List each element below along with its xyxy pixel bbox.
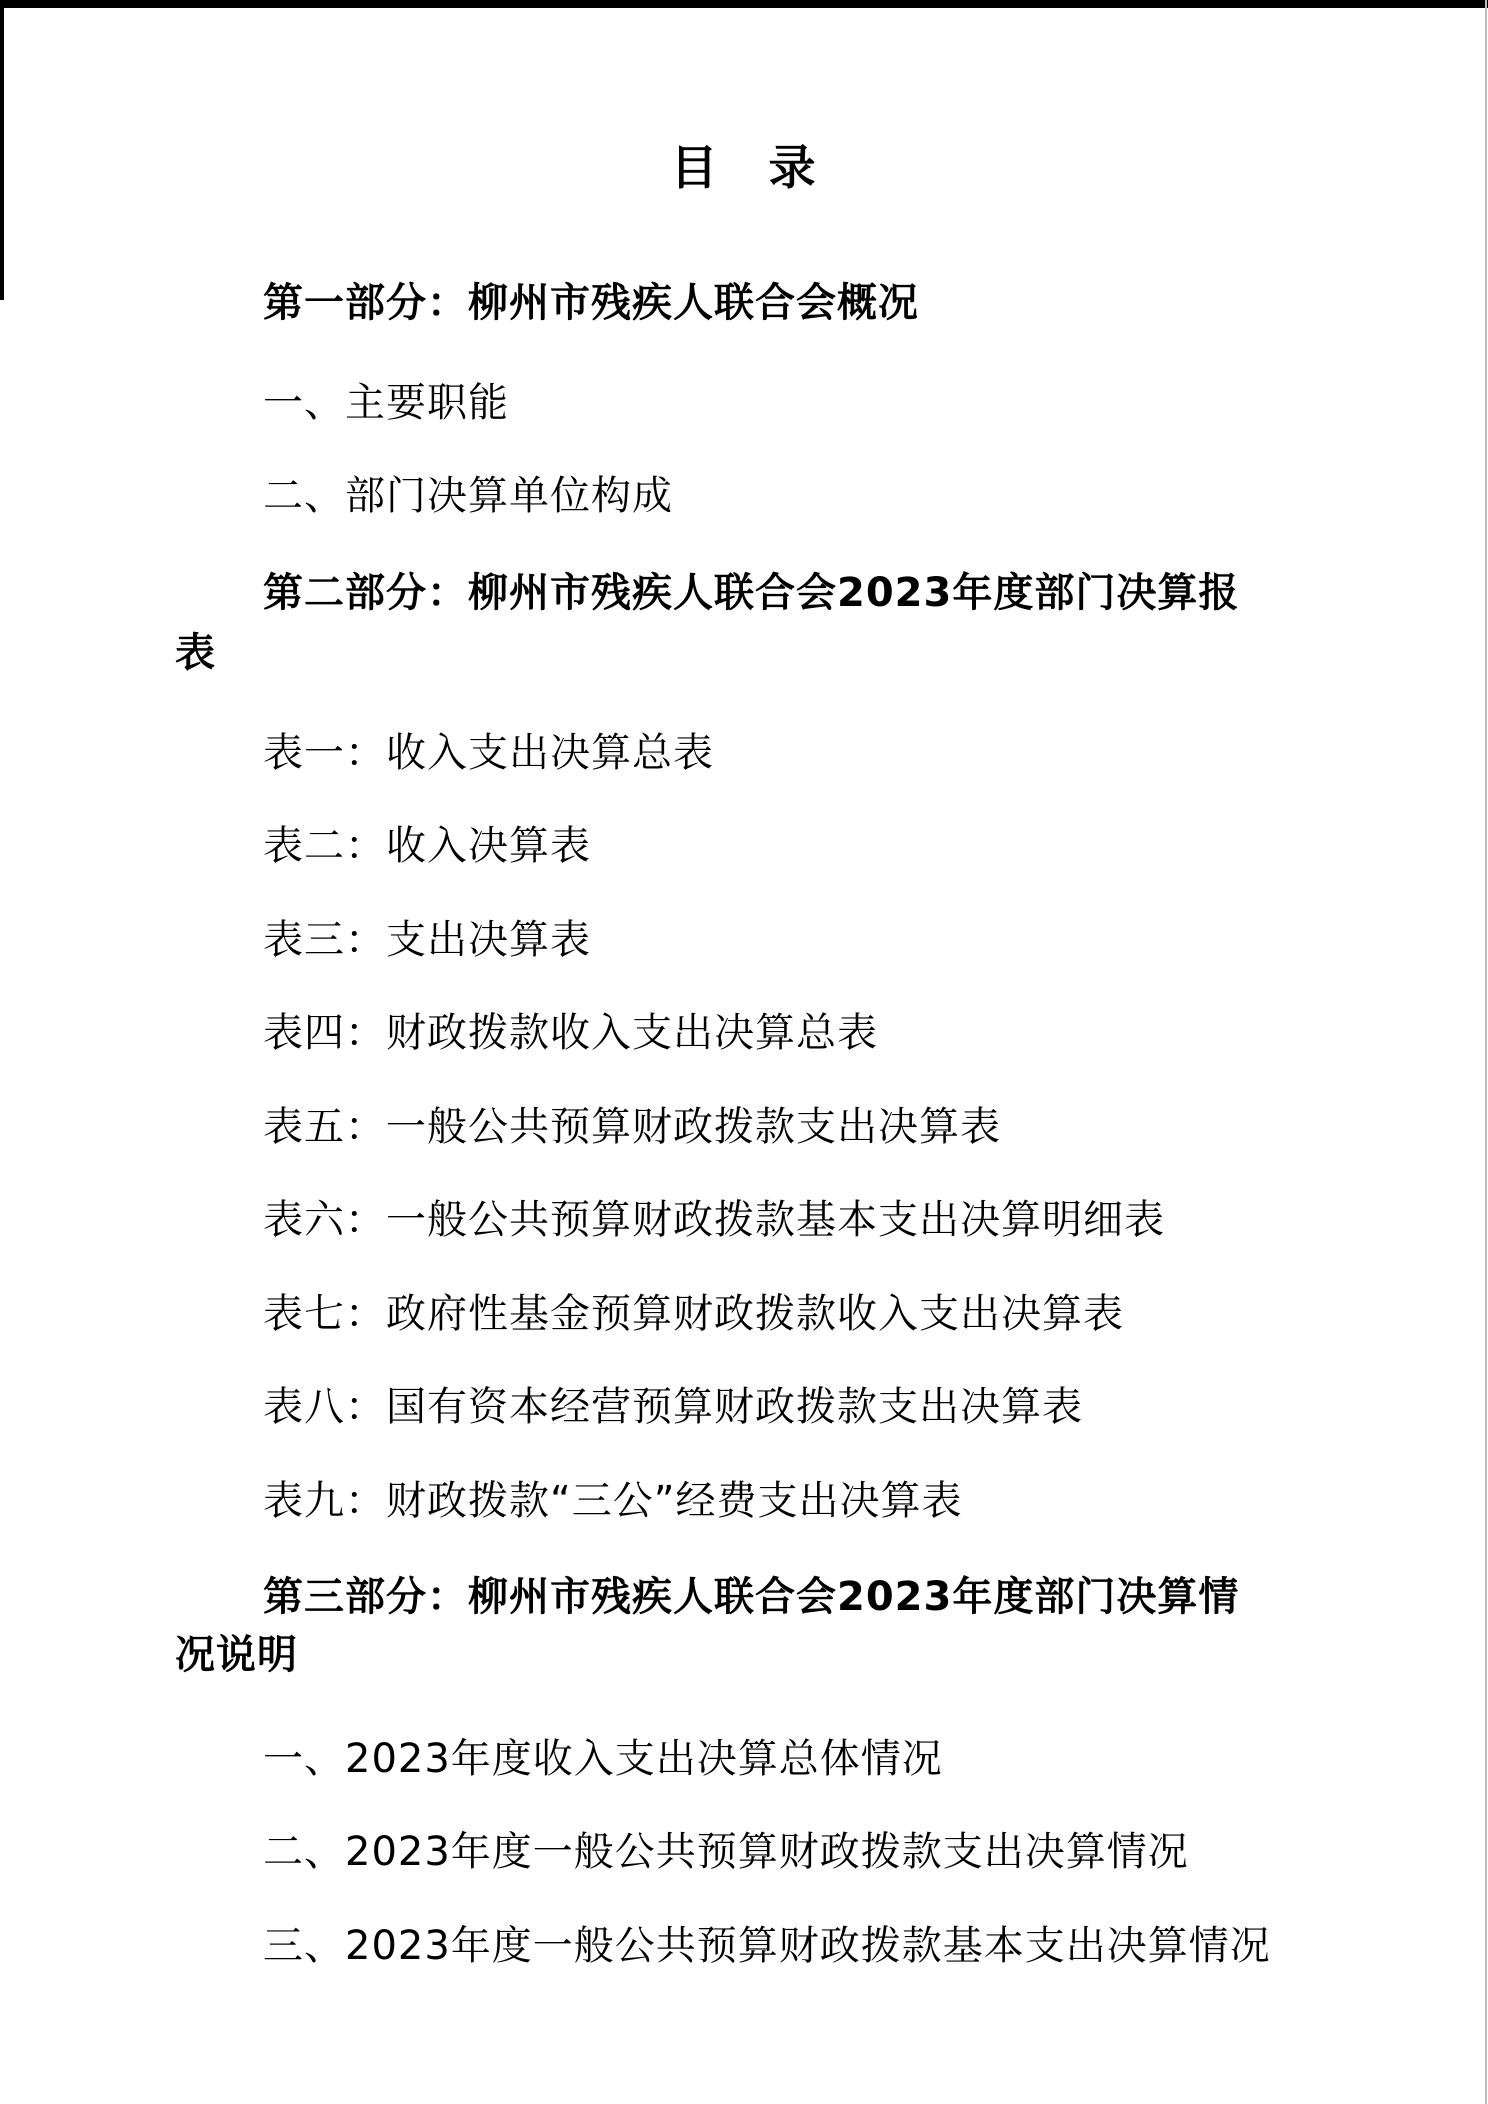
part3-item-2: 二、2023年度一般公共预算财政拨款支出决算情况 xyxy=(263,1829,1189,1875)
part2-table-3: 表三：支出决算表 xyxy=(263,917,591,963)
page-title: 目 录 xyxy=(670,141,818,196)
part1-item-2: 二、部门决算单位构成 xyxy=(263,473,673,519)
part2-heading-line1: 第二部分：柳州市残疾人联合会2023年度部门决算报 xyxy=(263,570,1240,616)
part2-table-8: 表八：国有资本经营预算财政拨款支出决算表 xyxy=(263,1384,1083,1430)
part1-heading: 第一部分：柳州市残疾人联合会概况 xyxy=(263,280,919,326)
part3-heading-line1: 第三部分：柳州市残疾人联合会2023年度部门决算情 xyxy=(263,1574,1240,1620)
part2-table-9: 表九：财政拨款“三公”经费支出决算表 xyxy=(263,1478,963,1524)
scan-edge-top xyxy=(0,0,1488,8)
part2-table-7: 表七：政府性基金预算财政拨款收入支出决算表 xyxy=(263,1291,1124,1337)
part3-item-1: 一、2023年度收入支出决算总体情况 xyxy=(263,1736,943,1782)
part3-heading-line2: 况说明 xyxy=(175,1632,298,1678)
part3-item-3: 三、2023年度一般公共预算财政拨款基本支出决算情况 xyxy=(263,1923,1271,1969)
scan-edge-right xyxy=(1485,0,1487,2104)
part2-table-4: 表四：财政拨款收入支出决算总表 xyxy=(263,1010,878,1056)
part2-table-2: 表二：收入决算表 xyxy=(263,823,591,869)
part2-table-1: 表一：收入支出决算总表 xyxy=(263,730,714,776)
part2-table-5: 表五：一般公共预算财政拨款支出决算表 xyxy=(263,1104,1001,1150)
part2-table-6: 表六：一般公共预算财政拨款基本支出决算明细表 xyxy=(263,1197,1165,1243)
part2-heading-line2: 表 xyxy=(175,630,216,676)
part1-item-1: 一、主要职能 xyxy=(263,380,509,426)
